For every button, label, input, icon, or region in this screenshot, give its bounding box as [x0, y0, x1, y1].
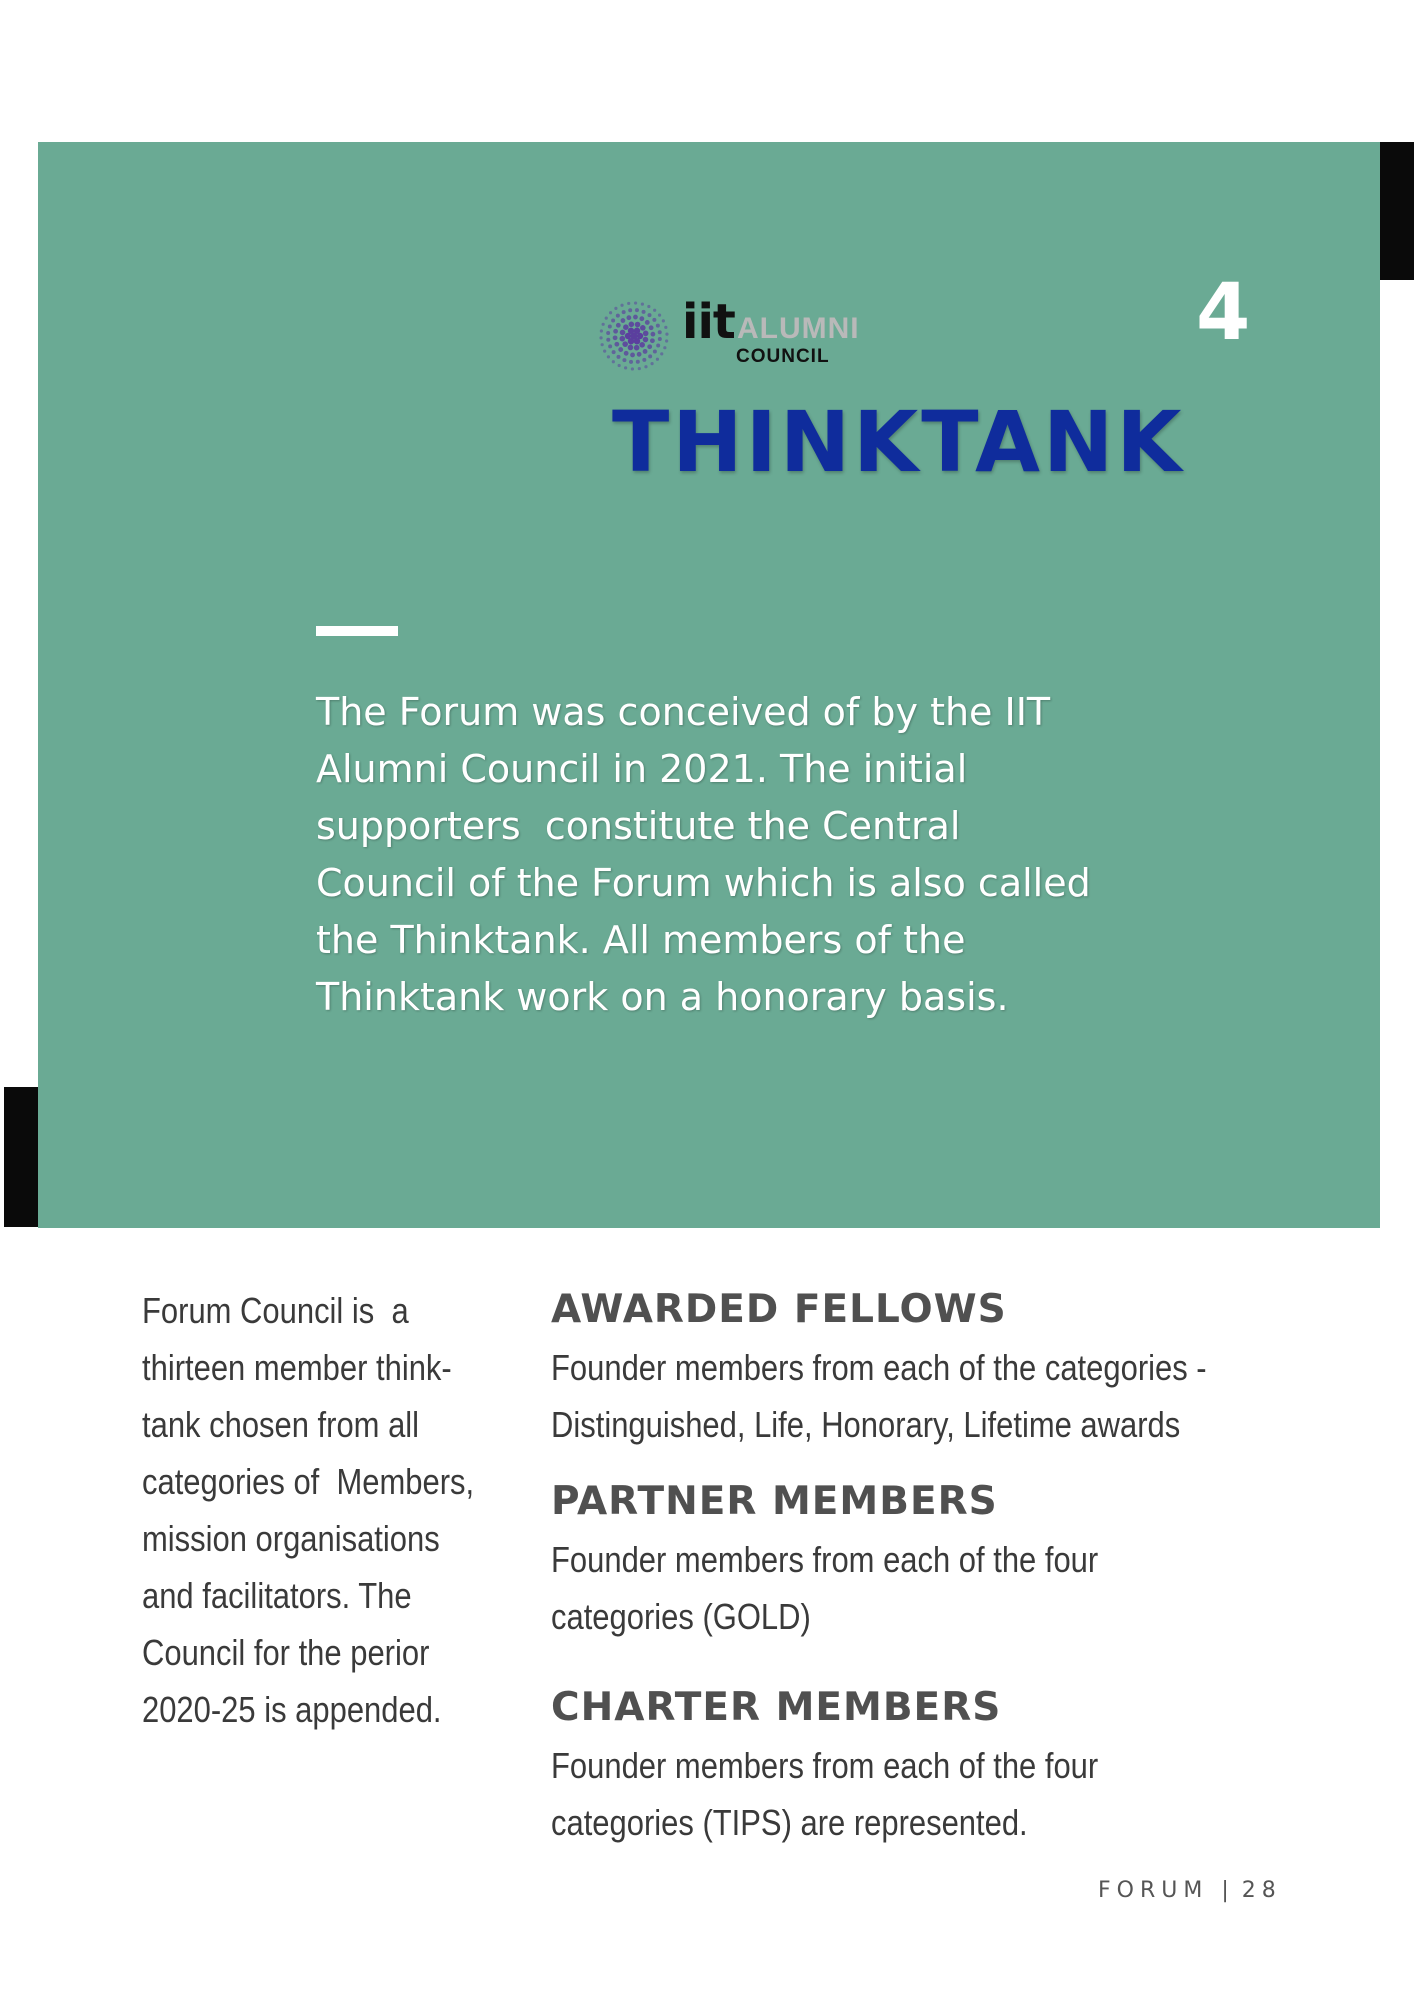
section-line: Distinguished, Life, Honorary, Lifetime awards [551, 1404, 1181, 1445]
logo-dot [618, 347, 623, 352]
section-body-charter-members [551, 1737, 1239, 1851]
logo-dot [631, 333, 638, 340]
logo-dot [633, 315, 638, 320]
logo-dot [618, 364, 621, 367]
logo-dot [624, 366, 627, 369]
logo-dot [649, 325, 654, 330]
logo-dot [609, 311, 612, 314]
logo-dot [622, 358, 626, 362]
logo-dot [652, 318, 656, 322]
logo-dot [658, 337, 662, 341]
intro-line: the Thinktank. All members of the [316, 918, 966, 962]
logo-dot [643, 331, 649, 337]
section-line: categories (GOLD) [551, 1596, 811, 1637]
logo-dot [634, 301, 637, 304]
logo-dot [602, 323, 605, 326]
iit-alumni-council-logo [596, 294, 896, 378]
logo-dot [627, 302, 630, 305]
section-body-partner-members [551, 1531, 1239, 1645]
logo-dot [611, 319, 615, 323]
logo-dot [642, 358, 646, 362]
chapter-number: 4 [1196, 268, 1251, 358]
section-line: Founder members from each of the categories - [551, 1347, 1207, 1388]
section-body-awarded-fellows [551, 1339, 1239, 1453]
logo-dot [643, 337, 649, 343]
description-line: Forum Council is a [142, 1290, 409, 1331]
logo-dot [614, 307, 617, 310]
logo-dot [607, 355, 610, 358]
logo-dot [665, 339, 668, 342]
intro-line: supporters constitute the Central [316, 804, 961, 848]
logo-dot [664, 326, 667, 329]
section-heading-awarded-fellows: AWARDED FELLOWS [551, 1287, 1007, 1332]
logo-dot [628, 308, 632, 312]
description-line: categories of Members, [142, 1461, 475, 1502]
logo-dot [653, 349, 657, 353]
logo-dot [651, 332, 656, 337]
logo-dot [629, 360, 633, 364]
council-description [142, 1282, 475, 1738]
logo-dot [612, 350, 616, 354]
logo-dot [658, 314, 661, 317]
intro-line: Thinktank work on a honorary basis. [316, 975, 1009, 1019]
logo-dot [599, 336, 602, 339]
logo-iit-text: iit [682, 294, 735, 350]
logo-dot [658, 330, 662, 334]
logo-dot [613, 329, 618, 334]
logo-dot [656, 344, 660, 348]
logo-dot [642, 310, 646, 314]
logo-dot [603, 350, 606, 353]
logo-dot [616, 323, 621, 328]
page-number: 28 [1241, 1878, 1282, 1903]
logo-dot [629, 322, 635, 328]
logo-dot [656, 324, 660, 328]
logo-dot [650, 362, 653, 365]
logo-dot [623, 324, 629, 330]
logo-dot [647, 344, 652, 349]
logo-dot [606, 338, 610, 342]
logo-dot [620, 330, 626, 336]
logo-dot [635, 308, 639, 312]
logo-dot [631, 367, 634, 370]
logo-dot [622, 310, 626, 314]
section-heading-partner-members: PARTNER MEMBERS [551, 1479, 998, 1524]
footer-label: FORUM [1098, 1878, 1209, 1903]
logo-dot [620, 304, 623, 307]
logo-dot [641, 302, 644, 305]
logo-dot [616, 314, 620, 318]
logo-dot [665, 333, 668, 336]
page-footer [1098, 1878, 1282, 1903]
section-line: Founder members from each of the four [551, 1539, 1099, 1580]
logo-dot [645, 320, 650, 325]
logo-dot [601, 343, 604, 346]
intro-line: The Forum was conceived of by the IIT [316, 690, 1051, 734]
description-line: thirteen member think- [142, 1347, 452, 1388]
logo-dot [640, 325, 646, 331]
logo-dot [608, 344, 612, 348]
logo-dot [630, 353, 635, 358]
logo-alumni-text: ALUMNI [737, 312, 860, 345]
logo-dot [614, 342, 619, 347]
title-divider [316, 626, 398, 636]
logo-council-text: COUNCIL [736, 346, 830, 367]
logo-dot [647, 313, 651, 317]
logo-dot [624, 351, 629, 356]
logo-dot [636, 360, 640, 364]
logo-dot [628, 345, 634, 351]
logo-dot [639, 316, 644, 321]
logo-dot [612, 360, 615, 363]
logo-dot [647, 305, 650, 308]
logo-dot [620, 336, 626, 342]
logo-dot [622, 341, 628, 347]
logo-dot [600, 329, 603, 332]
logo-dot [656, 358, 659, 361]
logo-dot [637, 352, 642, 357]
accent-bar-top-right [1380, 142, 1414, 280]
logo-dot [613, 335, 618, 340]
logo-dot [621, 318, 626, 323]
footer-separator: | [1221, 1878, 1229, 1903]
description-line: 2020-25 is appended. [142, 1689, 442, 1730]
logo-dot [643, 349, 648, 354]
logo-dot [648, 354, 652, 358]
logo-dot [634, 345, 640, 351]
section-line: Founder members from each of the four [551, 1745, 1099, 1786]
logo-dot [608, 324, 612, 328]
intro-paragraph [316, 684, 1176, 1026]
logo-dot [605, 317, 608, 320]
description-line: Council for the perior [142, 1632, 430, 1673]
logo-dot [660, 352, 663, 355]
description-line: and facilitators. The [142, 1575, 412, 1616]
logo-dot [650, 338, 655, 343]
intro-line: Council of the Forum which is also called [316, 861, 1091, 905]
logo-dot [653, 309, 656, 312]
logo-dot [639, 342, 645, 348]
logo-dot [644, 365, 647, 368]
intro-line: Alumni Council in 2021. The initial [316, 747, 968, 791]
logo-dot [617, 355, 621, 359]
description-line: mission organisations [142, 1518, 440, 1559]
section-line: categories (TIPS) are represented. [551, 1802, 1028, 1843]
logo-dot [606, 331, 610, 335]
logo-dot [663, 346, 666, 349]
logo-dot [638, 367, 641, 370]
section-heading-charter-members: CHARTER MEMBERS [551, 1685, 1002, 1730]
page-title: THINKTANK [612, 393, 1185, 491]
logo-dots-icon [596, 298, 676, 378]
logo-dot [635, 322, 641, 328]
logo-dot [626, 315, 631, 320]
logo-dot [662, 319, 665, 322]
description-line: tank chosen from all [142, 1404, 420, 1445]
accent-bar-bottom-left [4, 1087, 38, 1227]
